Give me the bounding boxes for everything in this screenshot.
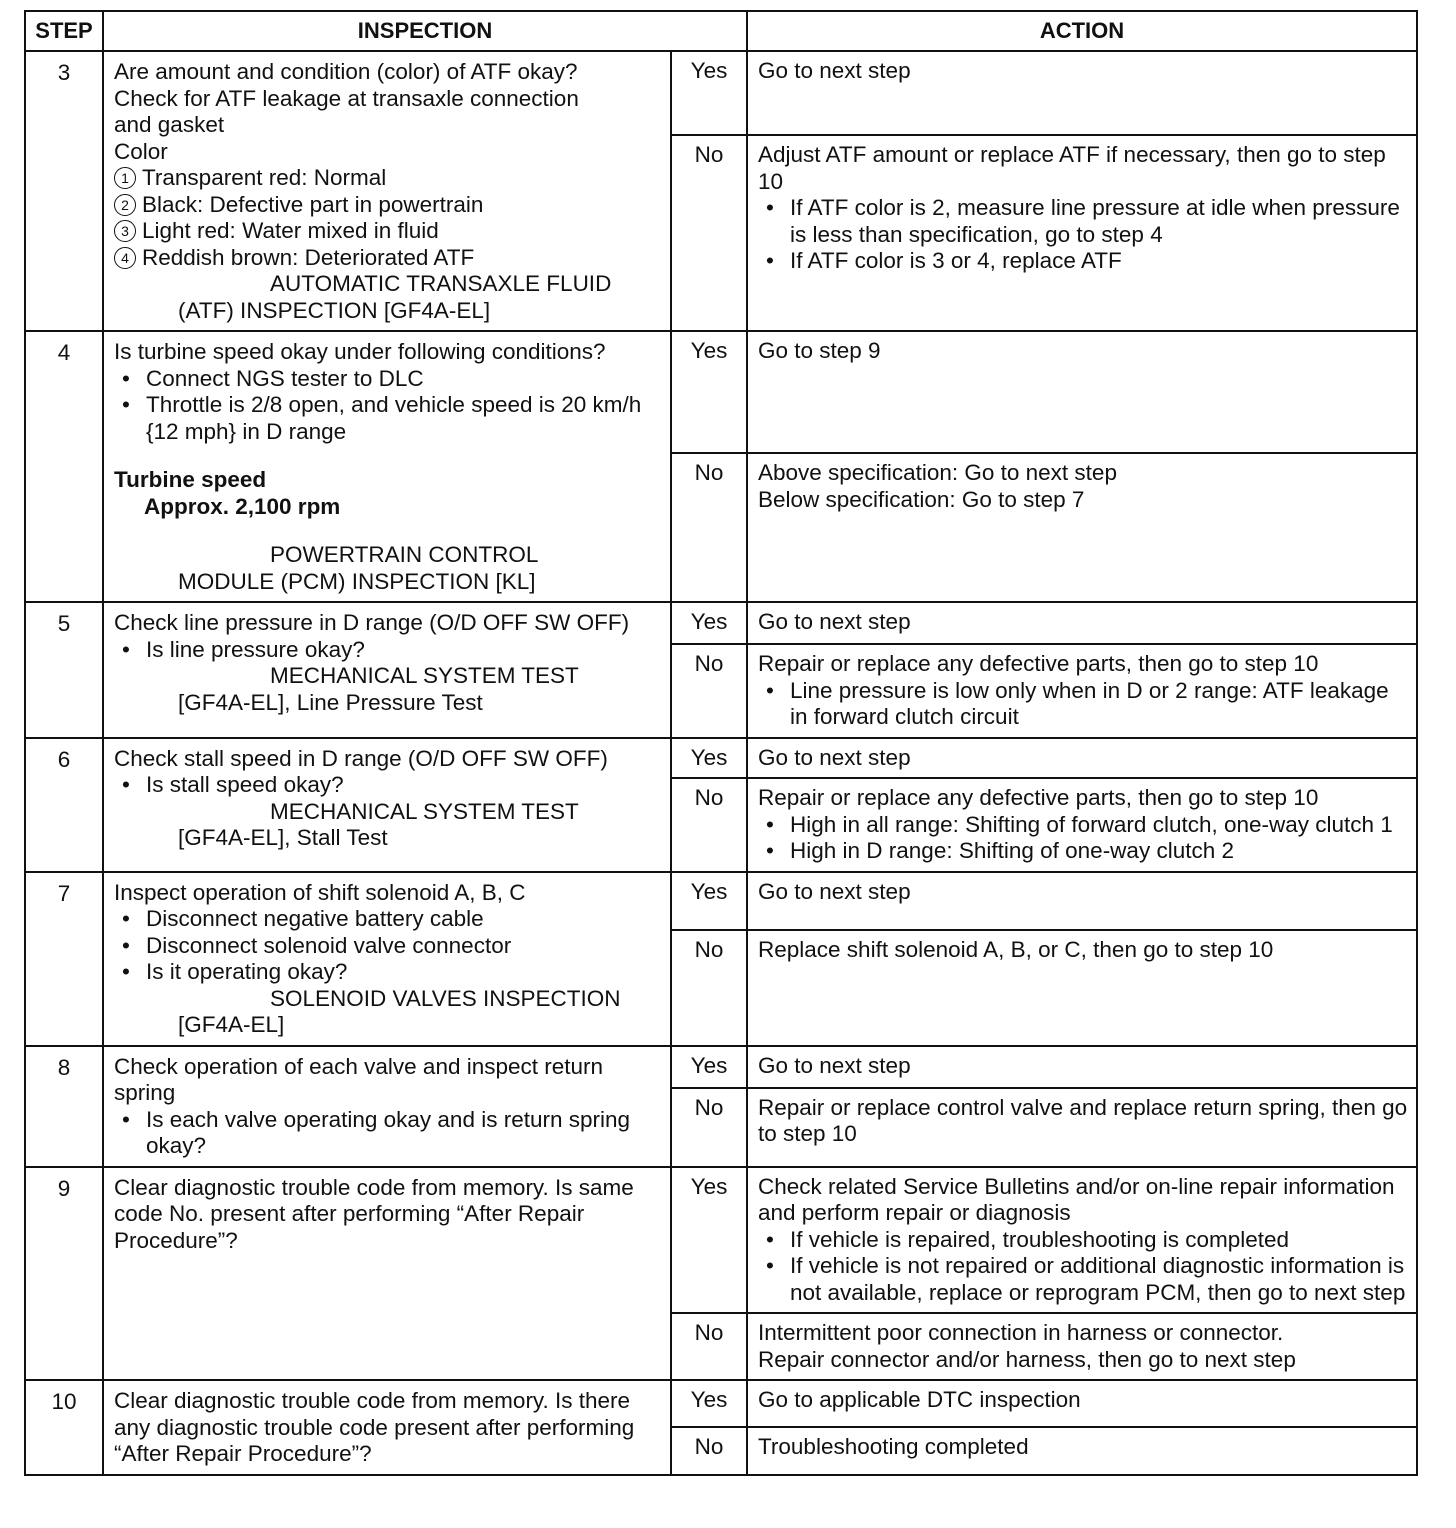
step-7-yes-row (25, 872, 1417, 930)
step-5-inspection (103, 602, 671, 738)
list-item (114, 192, 662, 219)
yes-label: Yes (671, 51, 747, 135)
yes-action: Go to step 9 (747, 331, 1417, 453)
action-text: Above specification: Go to next step (758, 460, 1117, 485)
inspection-bullets (114, 772, 662, 799)
step-9-yes-row (25, 1167, 1417, 1314)
yes-label: Yes (671, 331, 747, 453)
list-item: • Is stall speed okay? (114, 772, 662, 799)
step-6-inspection (103, 738, 671, 872)
inspection-text: Clear diagnostic trouble code from memory. Is same code No. present after performing “After Repair Procedure”? (114, 1174, 634, 1253)
yes-label: Yes (671, 602, 747, 644)
inspection-text: Are amount and condition (color) of ATF okay? (114, 59, 578, 84)
yes-label: Yes (671, 738, 747, 779)
color-description: Black: Defective part in powertrain (142, 191, 484, 217)
inspection-text: and gasket (114, 112, 225, 137)
spec-label: Turbine speed (114, 467, 267, 492)
no-action (747, 1313, 1417, 1380)
no-label: No (671, 135, 747, 331)
troubleshooting-table (24, 10, 1418, 1476)
atf-color-list (114, 165, 662, 271)
reference-line: [GF4A-EL] (178, 1012, 285, 1037)
circled-number: 3 (114, 220, 136, 242)
inspection-bullets (114, 637, 662, 664)
no-label: No (671, 644, 747, 738)
yes-label: Yes (671, 1046, 747, 1088)
yes-label: Yes (671, 1167, 747, 1314)
no-label: No (671, 930, 747, 1046)
yes-label: Yes (671, 1380, 747, 1427)
step-3-yes-row (25, 51, 1417, 135)
inspection-text: Check for ATF leakage at transaxle connection (114, 85, 579, 111)
color-description: Reddish brown: Deteriorated ATF (142, 244, 475, 270)
header-row (25, 11, 1417, 51)
step-number: 5 (25, 602, 103, 738)
step-number: 3 (25, 51, 103, 331)
list-item: • Disconnect solenoid valve connector (114, 933, 662, 960)
no-label: No (671, 1088, 747, 1167)
no-label: No (671, 453, 747, 602)
action-bullets (758, 195, 1408, 275)
step-9-inspection (103, 1167, 671, 1381)
no-action: Replace shift solenoid A, B, or C, then go to step 10 (747, 930, 1417, 1046)
yes-action: Go to next step (747, 602, 1417, 644)
no-label: No (671, 1427, 747, 1474)
reference-line: (ATF) INSPECTION [GF4A-EL] (178, 297, 491, 323)
step-number: 9 (25, 1167, 103, 1381)
list-item: • Is line pressure okay? (114, 637, 662, 664)
list-item: • If ATF color is 3 or 4, replace ATF (758, 248, 1408, 275)
list-item: • Throttle is 2/8 open, and vehicle speed is 20 km/h {12 mph} in D range (114, 392, 662, 445)
yes-action: Go to next step (747, 738, 1417, 779)
reference-line: [GF4A-EL], Line Pressure Test (178, 689, 483, 715)
inspection-text: Check line pressure in D range (O/D OFF SW OFF) (114, 610, 630, 635)
list-item: • High in D range: Shifting of one-way clutch 2 (758, 838, 1408, 865)
spec-value: Approx. 2,100 rpm (144, 493, 341, 519)
list-item (114, 218, 662, 245)
reference-link[interactable] (114, 663, 662, 716)
list-item (114, 245, 662, 272)
no-action: Repair or replace control valve and replace return spring, then go to step 10 (747, 1088, 1417, 1167)
step-number: 7 (25, 872, 103, 1046)
reference-line: MODULE (PCM) INSPECTION [KL] (178, 568, 536, 594)
reference-link[interactable] (114, 271, 662, 324)
circled-number: 4 (114, 247, 136, 269)
inspection-bullets (114, 1107, 662, 1160)
action-bullets (758, 678, 1408, 731)
step-5-yes-row (25, 602, 1417, 644)
list-item: • Connect NGS tester to DLC (114, 366, 662, 393)
action-text: Repair or replace any defective parts, then go to step 10 (758, 785, 1319, 810)
step-10-yes-row (25, 1380, 1417, 1427)
no-action (747, 644, 1417, 738)
inspection-text: Inspect operation of shift solenoid A, B, C (114, 879, 526, 905)
list-item (114, 165, 662, 192)
yes-action: Go to applicable DTC inspection (747, 1380, 1417, 1427)
no-label: No (671, 778, 747, 872)
action-text: Check related Service Bulletins and/or on-line repair information and perform repair or diagnosis (758, 1173, 1395, 1225)
action-bullets (758, 812, 1408, 865)
step-3-inspection (103, 51, 671, 331)
reference-line: POWERTRAIN CONTROL (270, 542, 539, 567)
yes-action (747, 1167, 1417, 1314)
step-number: 10 (25, 1380, 103, 1475)
reference-link[interactable] (114, 799, 662, 852)
header-step: STEP (25, 11, 103, 51)
list-item: • If ATF color is 2, measure line pressure at idle when pressure is less than specification, go to step 4 (758, 195, 1408, 248)
header-inspection: INSPECTION (103, 11, 747, 51)
inspection-bullets (114, 366, 662, 446)
step-6-yes-row (25, 738, 1417, 779)
reference-line: MECHANICAL SYSTEM TEST (270, 663, 579, 688)
list-item: • Disconnect negative battery cable (114, 906, 662, 933)
inspection-text: Check operation of each valve and inspect return spring (114, 1053, 604, 1105)
step-4-yes-row (25, 331, 1417, 453)
inspection-text: Is turbine speed okay under following conditions? (114, 339, 606, 364)
list-item: • If vehicle is not repaired or additional diagnostic information is not available, replace or reprogram PCM, then go to next step (758, 1253, 1408, 1306)
no-action (747, 453, 1417, 602)
troubleshooting-page (24, 10, 1416, 1476)
reference-link[interactable] (114, 986, 662, 1039)
step-8-yes-row (25, 1046, 1417, 1088)
action-text: Repair connector and/or harness, then go to next step (758, 1346, 1296, 1372)
inspection-text: Check stall speed in D range (O/D OFF SW OFF) (114, 745, 608, 771)
reference-line: SOLENOID VALVES INSPECTION (270, 985, 621, 1011)
yes-action: Go to next step (747, 872, 1417, 930)
no-action (747, 778, 1417, 872)
list-item: • If vehicle is repaired, troubleshooting is completed (758, 1227, 1408, 1254)
step-number: 4 (25, 331, 103, 602)
yes-action: Go to next step (747, 51, 1417, 135)
action-text: Adjust ATF amount or replace ATF if necessary, then go to step 10 (758, 142, 1386, 194)
step-8-inspection (103, 1046, 671, 1167)
circled-number: 1 (114, 167, 136, 189)
inspection-text: Color (114, 138, 168, 164)
color-description: Transparent red: Normal (142, 165, 387, 190)
list-item: • High in all range: Shifting of forward clutch, one-way clutch 1 (758, 812, 1408, 839)
yes-label: Yes (671, 872, 747, 930)
list-item: • Is each valve operating okay and is return spring okay? (114, 1107, 662, 1160)
action-bullets (758, 1227, 1408, 1307)
no-label: No (671, 1313, 747, 1380)
yes-action: Go to next step (747, 1046, 1417, 1088)
reference-line: MECHANICAL SYSTEM TEST (270, 798, 579, 824)
action-text: Intermittent poor connection in harness or connector. (758, 1320, 1284, 1345)
action-text: Repair or replace any defective parts, then go to step 10 (758, 651, 1319, 676)
step-number: 6 (25, 738, 103, 872)
action-text: Below specification: Go to step 7 (758, 486, 1085, 512)
inspection-bullets (114, 906, 662, 986)
inspection-text: Clear diagnostic trouble code from memory. Is there any diagnostic trouble code present after performing “After Repair Procedure”? (114, 1388, 635, 1466)
list-item: • Is it operating okay? (114, 959, 662, 986)
header-action: ACTION (747, 11, 1417, 51)
step-number: 8 (25, 1046, 103, 1167)
list-item: • Line pressure is low only when in D or 2 range: ATF leakage in forward clutch circuit (758, 678, 1408, 731)
no-action (747, 135, 1417, 331)
step-7-inspection (103, 872, 671, 1046)
reference-line: [GF4A-EL], Stall Test (178, 825, 388, 850)
reference-line: AUTOMATIC TRANSAXLE FLUID (270, 271, 612, 296)
color-description: Light red: Water mixed in fluid (142, 218, 439, 243)
circled-number: 2 (114, 194, 136, 216)
step-10-inspection (103, 1380, 671, 1475)
no-action: Troubleshooting completed (747, 1427, 1417, 1474)
reference-link[interactable] (114, 542, 662, 595)
step-4-inspection (103, 331, 671, 602)
